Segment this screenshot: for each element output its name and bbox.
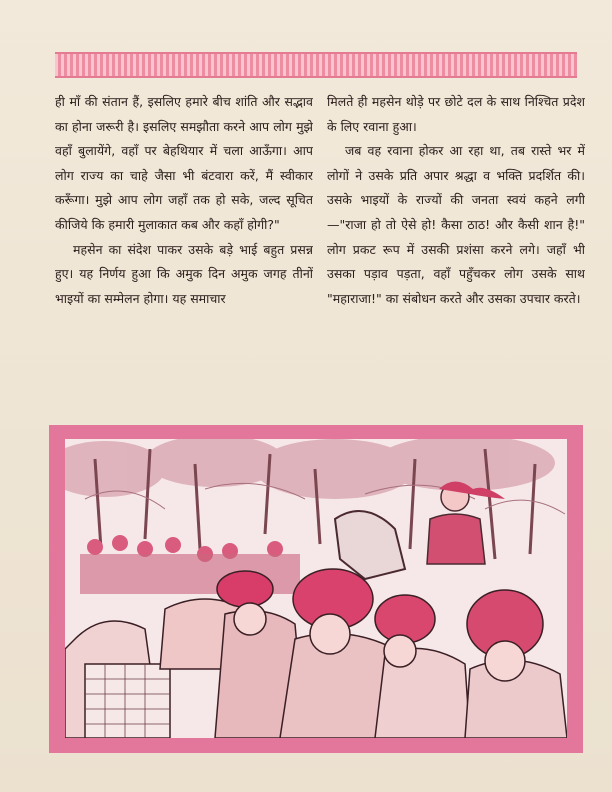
left-column xyxy=(55,90,313,410)
right-paragraph-1: मिलते ही महसेन थोड़े पर छोटे दल के साथ निश्चित प्रदेश के लिए रवाना हुआ। xyxy=(327,94,585,134)
illustration xyxy=(49,425,583,753)
left-paragraph-2: महसेन का संदेश पाकर उसके बड़े भाई बहुत प्रसन्न हुए। यह निर्णय हुआ कि अमुक दिन अमुक जगह तीनों भाइयों का सम्मेलन होगा। यह समाचार xyxy=(55,241,313,306)
right-paragraph-2: जब वह रवाना होकर आ रहा था, तब रास्ते भर में लोगों ने उसके प्रति अपार श्रद्धा व भक्ति प्रदर्शित की। उसके भाइयों के राज्यों की जनता स्वयं कहने लगी—"राजा हो तो ऐसे हो! कैसा ठाठ! और कैसी शान है!" लोग प्रकट रूप में उसकी प्रशंसा करने लगे। जहाँ भी उसका पड़ाव पड़ता, वहाँ पहुँचकर लोग उसके साथ "महाराजा!" का संबोधन करते और उसका उपचार करते। xyxy=(327,143,585,306)
left-paragraph-1: ही माँ की संतान हैं, इसलिए हमारे बीच शांति और सद्भाव का होना जरूरी है। इसलिए समझौता करने आप लोग मुझे वहाँ बुलायेंगे, वहाँ पर बेहथियार में चला आऊँगा। आप लोग राज्य का चाहे जैसा भी बंटवारा करें, मैं स्वीकार करूँगा। मुझे आप लोग जहाँ तक हो सके, जल्द सूचित कीजिये कि हमारी मुलाकात कब और कहाँ होगी?" xyxy=(55,94,313,232)
decorative-border xyxy=(55,52,577,78)
crowd-illustration xyxy=(65,439,567,738)
text-columns xyxy=(55,90,585,410)
right-column xyxy=(327,90,585,410)
